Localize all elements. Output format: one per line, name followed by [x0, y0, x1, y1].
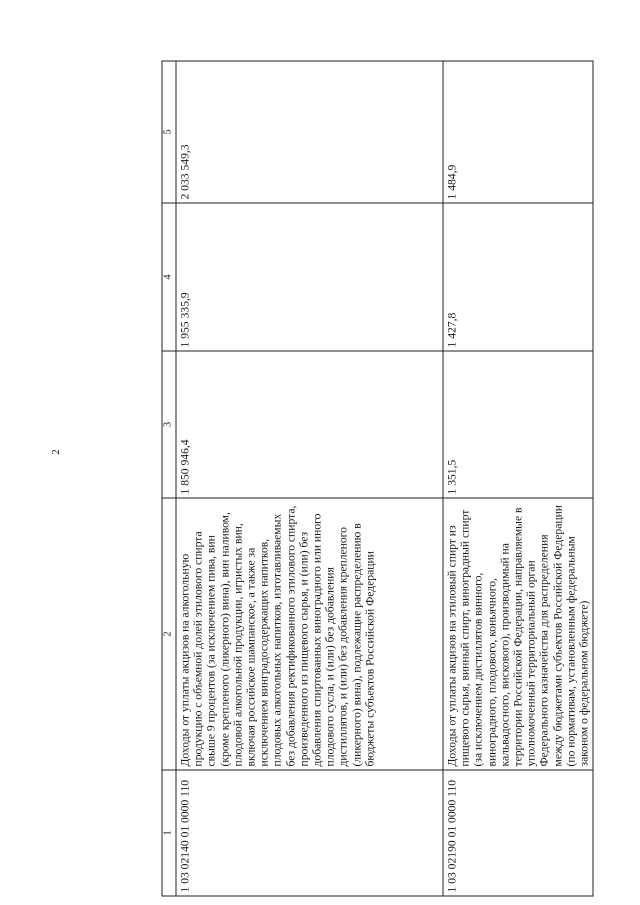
value-cell-col5: 2 033 549,3	[176, 61, 443, 203]
table-row	[443, 61, 593, 896]
revenue-table	[161, 61, 593, 897]
page-number: 2	[50, 449, 62, 455]
column-header-5: 5	[162, 61, 176, 203]
column-header-2: 2	[162, 498, 176, 770]
value-cell-col4: 1 955 335,9	[176, 203, 443, 351]
revenue-name-cell: Доходы от уплаты акцизов на алкогольную продукцию с объемной долей этилового спирта свыше 9 процентов (за исключением пива, вин (кроме крепленого (ликерного) вина), вин наливом, плодовой алкогольной продукции, игристых вин, включая российское шампанское, а также за исключением винградосодержащих напитков, плодовых алкогольных напитков, изготавливаемых без добавления ректификованного этилового спирта, произведенного из пищевого сырья, и (или) без добавления спиртованных виноградного или иного плодового сусла, и (или) без добавления дистиллятов, и (или) без добавления крепленого (ликерного) вина), подлежащие распределению в бюджеты субъектов Российской Федерации	[176, 498, 443, 770]
value-cell-col3: 1 351,5	[443, 351, 593, 498]
kbk-code-cell: 1 03 02190 01 0000 110	[443, 770, 593, 896]
column-header-3: 3	[162, 351, 176, 498]
value-cell-col5: 1 484,9	[443, 61, 593, 203]
kbk-code-cell: 1 03 02140 01 0000 110	[176, 770, 443, 896]
revenue-table-container	[161, 62, 591, 897]
column-header-4: 4	[162, 203, 176, 351]
column-header-1: 1	[162, 770, 176, 896]
value-cell-col3: 1 850 946,4	[176, 351, 443, 498]
table-row	[176, 61, 443, 896]
value-cell-col4: 1 427,8	[443, 203, 593, 351]
header-row	[162, 61, 176, 896]
revenue-name-cell: Доходы от уплаты акцизов на этиловый спирт из пищевого сырья, винный спирт, виноградный спирт (за исключением дистиллятов винного, виноградного, плодового, коньячного, кальвадосного, вискового), производимый на территории Российской Федерации, направляемые в уполномоченный территориальный орган Федерального казначейства для распределения между бюджетами субъектов Российской Федерации (по нормативам, установленным федеральным законом о федеральном бюджете)	[443, 498, 593, 770]
